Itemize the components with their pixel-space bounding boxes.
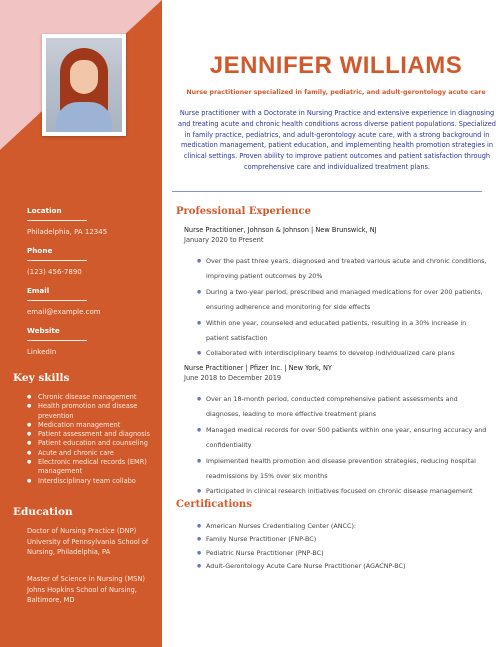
- list-item: ● Implemented health promotion and disease prevention strategies, reducing hospital readmissions by 15% over six months: [197, 454, 487, 485]
- experience-heading: Professional Experience: [176, 206, 311, 217]
- list-item: ● Electronic medical records (EMR) management: [27, 458, 157, 477]
- contact-email: [27, 286, 147, 316]
- list-item: ● Over an 18-month period, conducted comprehensive patient assessments and diagnoses, leading to more effective treatment plans: [197, 392, 487, 423]
- list-item: ● Over the past three years, diagnosed and treated various acute and chronic conditions, improving patient outcomes by 20%: [197, 254, 487, 285]
- job-dates: January 2020 to Present: [184, 236, 264, 244]
- contact-divider: [27, 300, 87, 301]
- contact-phone-label: Phone: [27, 246, 53, 255]
- certifications-heading: Certifications: [176, 499, 252, 510]
- education-entry: [27, 574, 155, 606]
- section-divider: [172, 191, 482, 192]
- contact-website-label: Website: [27, 326, 60, 335]
- job-title: Nurse Practitioner, Johnson & Johnson | New Brunswick, NJ: [184, 226, 377, 234]
- skills-heading: Key skills: [13, 372, 70, 384]
- certifications-list: [197, 520, 487, 574]
- contact-divider: [27, 220, 87, 221]
- contact-phone-value: (123) 456-7890: [27, 268, 82, 276]
- education-school: Johns Hopkins School of Nursing, Baltimore, MD: [27, 585, 137, 604]
- contact-divider: [27, 260, 87, 261]
- contact-location-label: Location: [27, 206, 62, 215]
- candidate-name: JENNIFER WILLIAMS: [209, 52, 463, 79]
- job-title: Nurse Practitioner | Pfizer Inc. | New York, NY: [184, 364, 332, 372]
- contact-email-value[interactable]: email@example.com: [27, 308, 101, 316]
- contact-website: [27, 326, 147, 356]
- education-degree: Master of Science in Nursing (MSN): [27, 575, 145, 583]
- job-bullets: [197, 392, 487, 500]
- education-heading: Education: [13, 506, 73, 518]
- contact-website-link[interactable]: LinkedIn: [27, 348, 57, 356]
- list-item: ● American Nurses Credentialing Center (ANCC):: [197, 520, 487, 533]
- list-item: ● Patient assessment and diagnosis: [27, 430, 157, 439]
- contact-email-label: Email: [27, 286, 50, 295]
- skills-list: [27, 393, 157, 486]
- list-item: ● Health promotion and disease prevention: [27, 402, 157, 421]
- list-item: ● Medication management: [27, 421, 157, 430]
- job-dates: June 2018 to December 2019: [184, 374, 282, 382]
- list-item: ● Managed medical records for over 500 patients within one year, ensuring accuracy and confidentiality: [197, 423, 487, 454]
- list-item: ● Adult-Gerontology Acute Care Nurse Practitioner (AGACNP-BC): [197, 560, 487, 573]
- list-item: ● Acute and chronic care: [27, 449, 157, 458]
- list-item: ● Patient education and counseling: [27, 439, 157, 448]
- list-item: ● Interdisciplinary team collabo: [27, 477, 157, 486]
- education-school: University of Pennsylvania School of Nursing, Philadelphia, PA: [27, 537, 149, 556]
- education-entry: [27, 526, 155, 558]
- contact-phone: [27, 246, 147, 276]
- candidate-tagline: Nurse practitioner specialized in family, pediatric, and adult-gerontology acute care: [186, 89, 486, 96]
- contact-divider: [27, 340, 87, 341]
- professional-summary: Nurse practitioner with a Doctorate in Nursing Practice and extensive experience in diagnosing and treating acute and chronic health conditions across diverse patient populations. Specialized in family practice, pediatrics, and adult-gerontology acute care, with a strong background in medication management, patient education, and implementing health promotion strategies in clinical settings. Proven ability to improve patient outcomes and patient satisfaction through comprehensive care and individualized treatment plans.: [178, 109, 496, 171]
- list-item: ● Within one year, counseled and educated patients, resulting in a 30% increase in patient satisfaction: [197, 316, 487, 347]
- list-item: ● Collaborated with interdisciplinary teams to develop individualized care plans: [197, 346, 487, 361]
- contact-location-value: Philadelphia, PA 12345: [27, 228, 108, 236]
- list-item: ● During a two-year period, prescribed and managed medications for over 200 patients, ensuring adherence and monitoring for side effects: [197, 285, 487, 316]
- list-item: ● Participated in clinical research initiatives focused on chronic disease management: [197, 484, 487, 499]
- education-degree: Doctor of Nursing Practice (DNP): [27, 527, 137, 535]
- list-item: ● Pediatric Nurse Practitioner (PNP-BC): [197, 547, 487, 560]
- profile-photo-frame: [42, 34, 126, 136]
- list-item: ● Chronic disease management: [27, 393, 157, 402]
- profile-photo: [46, 38, 122, 132]
- list-item: ● Family Nurse Practitioner (FNP-BC): [197, 533, 487, 546]
- contact-location: [27, 206, 147, 236]
- sidebar: [0, 0, 162, 647]
- job-bullets: [197, 254, 487, 362]
